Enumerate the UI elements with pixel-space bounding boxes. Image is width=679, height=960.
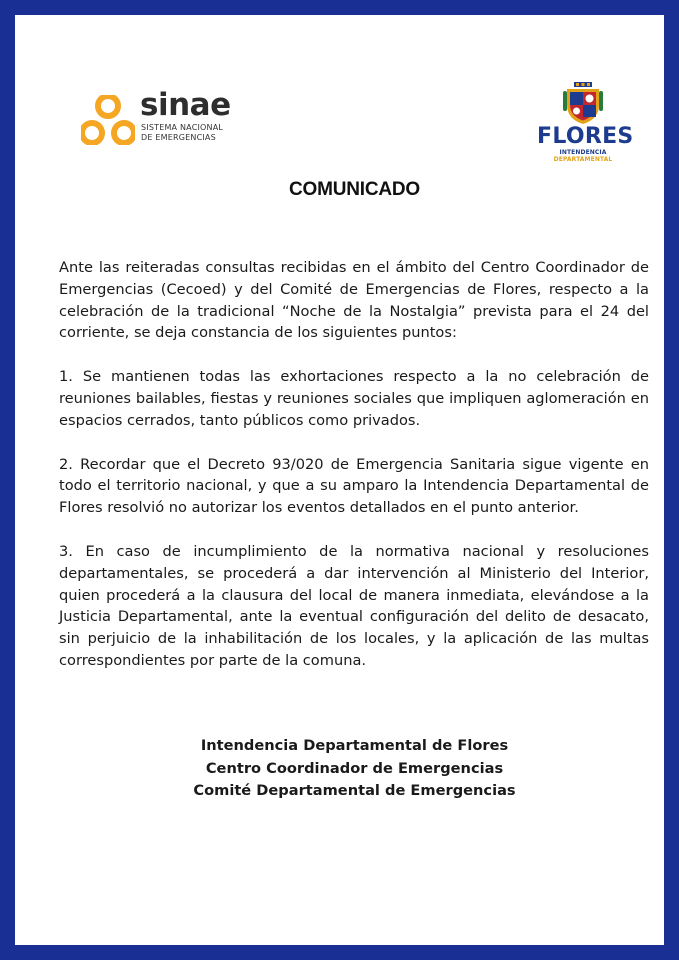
paragraph-point-2: 2. Recordar que el Decreto 93/020 de Emergencia Sanitaria sigue vigente en todo el territorio nacional, y que a su amparo la Intendencia Departamental de Flores resolvió no autorizar los eventos detallados en el punto anterior. (59, 455, 649, 517)
signature-block (15, 735, 679, 803)
flores-coat-of-arms-icon (563, 81, 603, 125)
sinae-logo (81, 87, 241, 147)
signature-line-comite: Comité Departamental de Emergencias (193, 782, 516, 799)
sinae-wordmark: sinae (140, 87, 231, 123)
sinae-subtitle-line1: SISTEMA NACIONAL (141, 123, 224, 132)
paragraph-point-3: 3. En caso de incumplimiento de la normativa nacional y resoluciones departamentales, se procederá a dar intervención al Ministerio del Interior, quien procederá a la clausura del local de manera inmediata, elevándose a la Justicia Departamental, ante la eventual configuración del delito de desacato, sin perjuicio de la inhabilitación de los locales, y la aplicación de las multas correspondientes por parte de la comuna. (59, 542, 649, 669)
document-body (59, 257, 649, 694)
paragraph-intro: Ante las reiteradas consultas recibidas en el ámbito del Centro Coordinador de Emergencias (Cecoed) y del Comité de Emergencias de Flores, respecto a la celebración de la tradicional “Noche de la Nostalgia” prevista para el 24 del corriente, se deja constancia de los siguientes puntos: (59, 259, 649, 342)
flores-logo (535, 81, 634, 163)
signature-line-intendencia: Intendencia Departamental de Flores (200, 737, 509, 754)
flores-tagline-part2: DEPARTAMENTAL (553, 156, 613, 163)
paragraph-point-1: 1. Se mantienen todas las exhortaciones respecto a la no celebración de reuniones bailables, fiestas y reuniones sociales que impliquen aglomeración en espacios cerrados, tanto públicos como privados. (59, 368, 649, 429)
document-title: COMUNICADO (289, 179, 420, 200)
flores-tagline-part1: INTENDENCIA (559, 149, 607, 156)
signature-line-cecoed: Centro Coordinador de Emergencias (205, 759, 504, 777)
sinae-triangle-icon (81, 95, 135, 145)
flores-tagline (537, 149, 629, 163)
sinae-subtitle (141, 123, 223, 142)
sinae-subtitle-line2: DE EMERGENCIAS (141, 132, 216, 142)
flores-wordmark: FLORES (537, 124, 634, 149)
